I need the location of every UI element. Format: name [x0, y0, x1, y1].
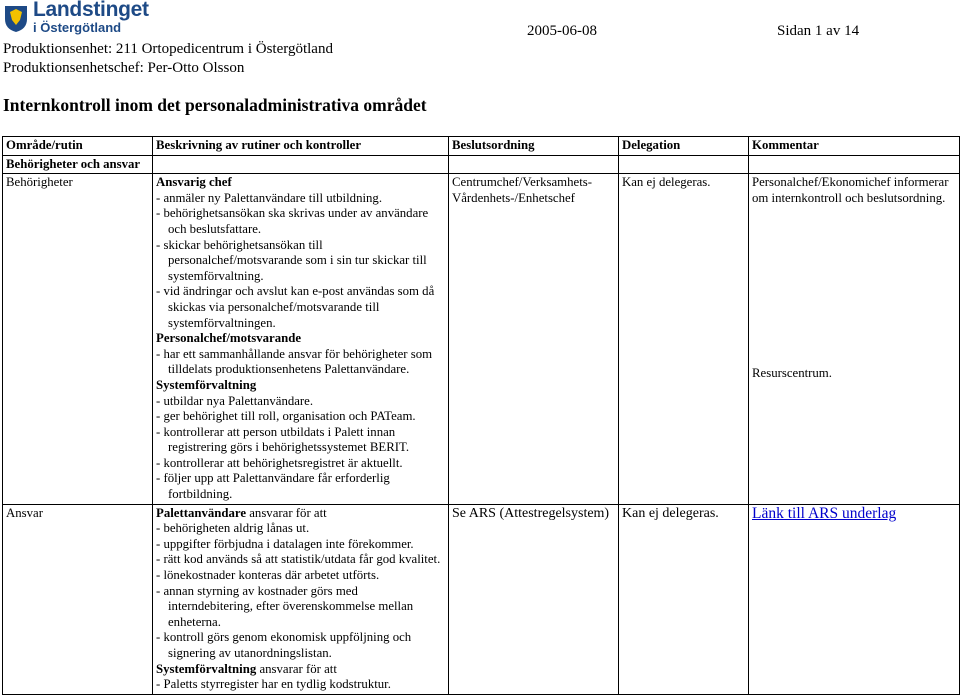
- row-comment: [749, 504, 960, 694]
- list-item: - rätt kod används så att statistik/utdata får god kvalitet.: [156, 552, 441, 567]
- list-item: - Paletts styrregister har en tydlig kodstruktur.: [156, 677, 391, 692]
- desc-heading: Personalchef/motsvarande: [156, 331, 302, 346]
- logo-line2: i Östergötland: [33, 20, 122, 35]
- list-item: - följer upp att Palettanvändare får erforderlig fortbildning.: [156, 471, 390, 502]
- list-item: - annan styrning av kostnader görs med interndebitering, efter överenskommelse mellan enheterna.: [156, 583, 414, 629]
- row-area: Ansvar: [3, 504, 153, 694]
- row-decision: [449, 174, 619, 504]
- list-item: - kontroll görs genom ekonomisk uppföljning och signering av utanordningslistan.: [156, 630, 412, 660]
- list-item: - vid ändringar och avslut kan e-post användas som då skickas via personalchef/motsvarande till systemförvaltningen.: [156, 284, 435, 330]
- row-delegation: Kan ej delegeras.: [619, 504, 749, 694]
- list-item: - anmäler ny Palettanvändare till utbildning.: [156, 190, 383, 205]
- list-item: - kontrollerar att behörighetsregistret är aktuellt.: [156, 455, 403, 470]
- list-item: - uppgifter förbjudna i datalagen inte förekommer.: [156, 536, 414, 551]
- desc-heading: Systemförvaltning: [156, 377, 257, 392]
- decision-line: Vårdenhets-/Enhetschef: [452, 190, 575, 205]
- list-item: - ger behörighet till roll, organisation och PATeam.: [156, 409, 416, 424]
- header-head: Produktionsenhetschef: Per-Otto Olsson: [3, 60, 245, 76]
- logo: [3, 1, 153, 37]
- row-description: [153, 174, 449, 504]
- col-header: Delegation: [619, 137, 749, 156]
- row-area: Behörigheter: [3, 174, 153, 504]
- list-item: - behörigheten aldrig lånas ut.: [156, 521, 310, 536]
- table-row: [3, 504, 960, 694]
- row-decision: Se ARS (Attestregelsystem): [449, 504, 619, 694]
- logo-line1: Landstinget: [33, 0, 149, 21]
- table-row: [3, 174, 960, 504]
- ars-link[interactable]: Länk till ARS underlag: [752, 504, 897, 522]
- row-delegation: Kan ej delegeras.: [619, 174, 749, 504]
- desc-heading: Palettanvändare: [156, 505, 247, 520]
- list-item: - skickar behörighetsansökan till personalchef/motsvarande som i sin tur skickar till systemförvaltning.: [156, 237, 427, 283]
- desc-heading: Ansvarig chef: [156, 175, 232, 190]
- row-description: [153, 504, 449, 694]
- section-title: Behörigheter och ansvar: [3, 155, 153, 174]
- section-row: [3, 155, 960, 174]
- comment-text: Personalchef/Ekonomichef informerar om internkontroll och beslutsordning.: [752, 175, 949, 205]
- list-item: - utbildar nya Palettanvändare.: [156, 393, 314, 408]
- list-item: - har ett sammanhållande ansvar för behörigheter som tilldelats produktionsenhetens Palettanvändare.: [156, 346, 433, 377]
- control-table: [2, 136, 960, 695]
- header-date: 2005-06-08: [527, 23, 597, 39]
- desc-heading-rest: ansvarar för att: [246, 505, 327, 520]
- row-comment: [749, 174, 960, 504]
- col-header: Område/rutin: [3, 137, 153, 156]
- desc-heading: Systemförvaltning: [156, 661, 257, 676]
- header-page: Sidan 1 av 14: [777, 23, 860, 39]
- list-item: - behörighetsansökan ska skrivas under av användare och beslutsfattare.: [156, 206, 429, 236]
- decision-line: Centrumchef/Verksamhets-: [452, 175, 593, 190]
- col-header: Beslutsordning: [449, 137, 619, 156]
- table-header-row: [3, 137, 960, 156]
- col-header: Kommentar: [749, 137, 960, 156]
- comment-text: Resurscentrum.: [752, 366, 832, 381]
- desc-heading-rest: ansvarar för att: [256, 661, 337, 676]
- list-item: - kontrollerar att person utbildats i Palett innan registrering görs i behörighetssystemet BERIT.: [156, 424, 410, 455]
- header-unit: Produktionsenhet: 211 Ortopedicentrum i Östergötland: [3, 41, 333, 57]
- county-crest-icon: [3, 3, 29, 33]
- list-item: - lönekostnader konteras där arbetet utförts.: [156, 568, 380, 583]
- page-title: Internkontroll inom det personaladministrativa området: [3, 95, 427, 115]
- col-header: Beskrivning av rutiner och kontroller: [153, 137, 449, 156]
